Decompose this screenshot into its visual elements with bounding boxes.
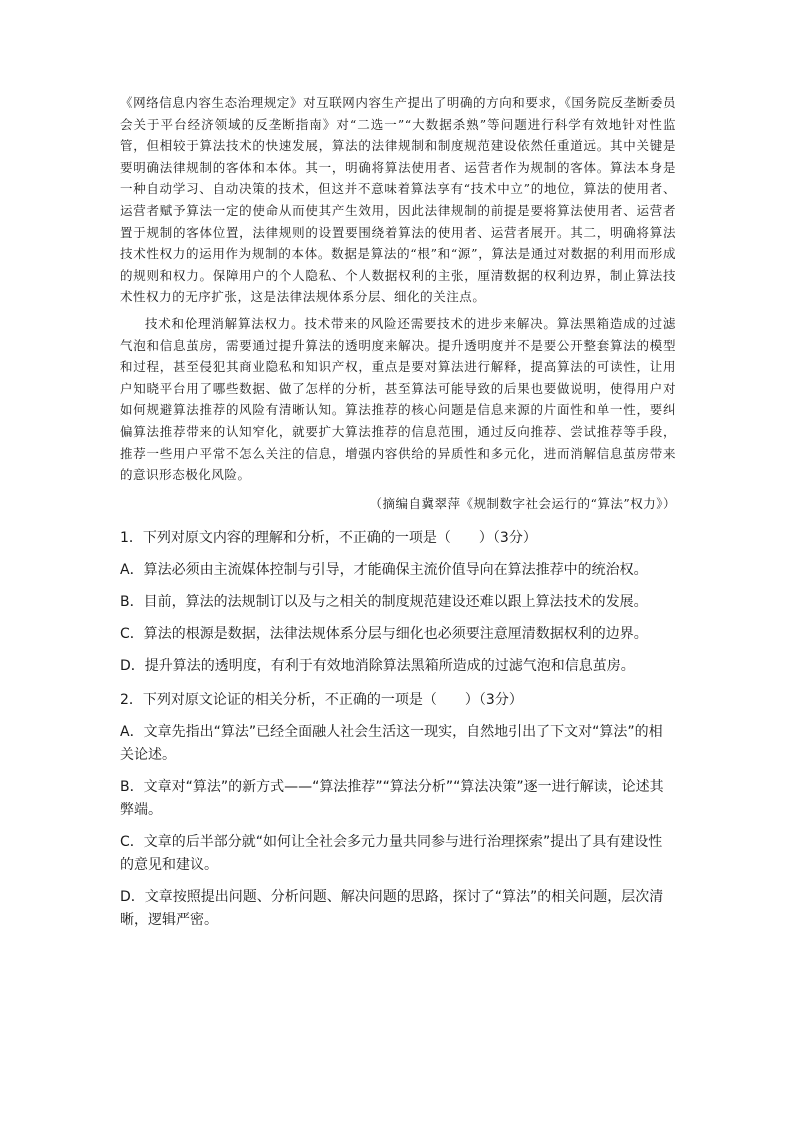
question-1-option-c: C．算法的根源是数据，法律法规体系分层与细化也必须要注意厘清数据权利的边界。 — [120, 625, 648, 642]
exam-page — [120, 92, 676, 932]
question-2-option-d: D．文章按照提出问题、分析问题、解决问题的思路，探讨了“算法”的相关问题，层次清晰，逻辑严密。 — [120, 888, 664, 928]
question-1-stem: 1．下列对原文内容的理解和分析，不正确的一项是（ ）（3分） — [120, 529, 537, 546]
questions — [120, 527, 676, 932]
question-1-option-b: B．目前，算法的法规制订以及与之相关的制度规范建设还难以跟上算法技术的发展。 — [120, 593, 648, 610]
question-2-stem: 2．下列对原文论证的相关分析，不正确的一项是（ ）（3分） — [120, 691, 523, 708]
question-2-option-c: C．文章的后半部分就“如何让全社会多元力量共同参与进行治理探索”提出了具有建设性的意见和建议。 — [120, 833, 663, 873]
question-2-option-a: A．文章先指出“算法”已经全面融人社会生活这一现实，自然地引出了下文对“算法”的相关论述。 — [120, 723, 663, 763]
question-1-option-a: A．算法必须由主流媒体控制与引导，才能确保主流价值导向在算法推荐中的统治权。 — [120, 561, 648, 578]
passage-paragraph-1: 《网络信息内容生态治理规定》对互联网内容生产提出了明确的方向和要求，《国务院反垄断委员会关于平台经济领域的反垄断指南》对“二选一”“大数据杀熟”等问题进行科学有效地针对性监管，但相较于算法技术的快速发展，算法的法律规制和制度规范建设依然任重道远。其中关键是要明确法律规制的客体和本体。其一，明确将算法使用者、运营者作为规制的客体。算法本身是一种自动学习、自动决策的技术，但这并不意味着算法享有“技术中立”的地位，算法的使用者、运营者赋予算法一定的使命从而使其产生效用，因此法律规制的前提是要将算法使用者、运营者置于规制的客体位置，法律规则的设置要围绕着算法的使用者、运营者展开。其二，明确将算法技术性权力的运用作为规制的本体。数据是算法的“根”和“源”，算法是通过对数据的利用而形成的规则和权力。保障用户的个人隐私、个人数据权利的主张，厘清数据的权利边界，制止算法技术性权力的无序扩张，这是法律法规体系分层、细化的关注点。 — [120, 95, 676, 305]
passage-source: （摘编自冀翠萍《规制数字社会运行的“算法”权力》） — [369, 495, 676, 511]
passage-paragraph-2: 技术和伦理消解算法权力。技术带来的风险还需要技术的进步来解决。算法黑箱造成的过滤气泡和信息茧房，需要通过提升算法的透明度来解决。提升透明度并不是要公开整套算法的模型和过程，甚至侵犯其商业隐私和知识产权，重点是要对算法进行解释，提高算法的可读性，让用户知晓平台用了哪些数据、做了怎样的分析，甚至算法可能导致的后果也要做说明，使得用户对如何规避算法推荐的风险有清晰认知。算法推荐的核心问题是信息来源的片面性和单一性，要纠偏算法推荐带来的认知窄化，就要扩大算法推荐的信息范围，通过反向推荐、尝试推荐等手段，推荐一些用户平常不怎么关注的信息，增强内容供给的异质性和多元化，进而消解信息茧房带来的意识形态极化风险。 — [120, 315, 676, 483]
question-1-option-d: D．提升算法的透明度，有利于有效地消除算法黑箱所造成的过滤气泡和信息茧房。 — [120, 657, 635, 674]
question-2-option-b: B．文章对“算法”的新方式——“算法推荐”“算法分析”“算法决策”逐一进行解读，论述其弊端。 — [120, 778, 664, 818]
reading-passage — [120, 92, 676, 514]
